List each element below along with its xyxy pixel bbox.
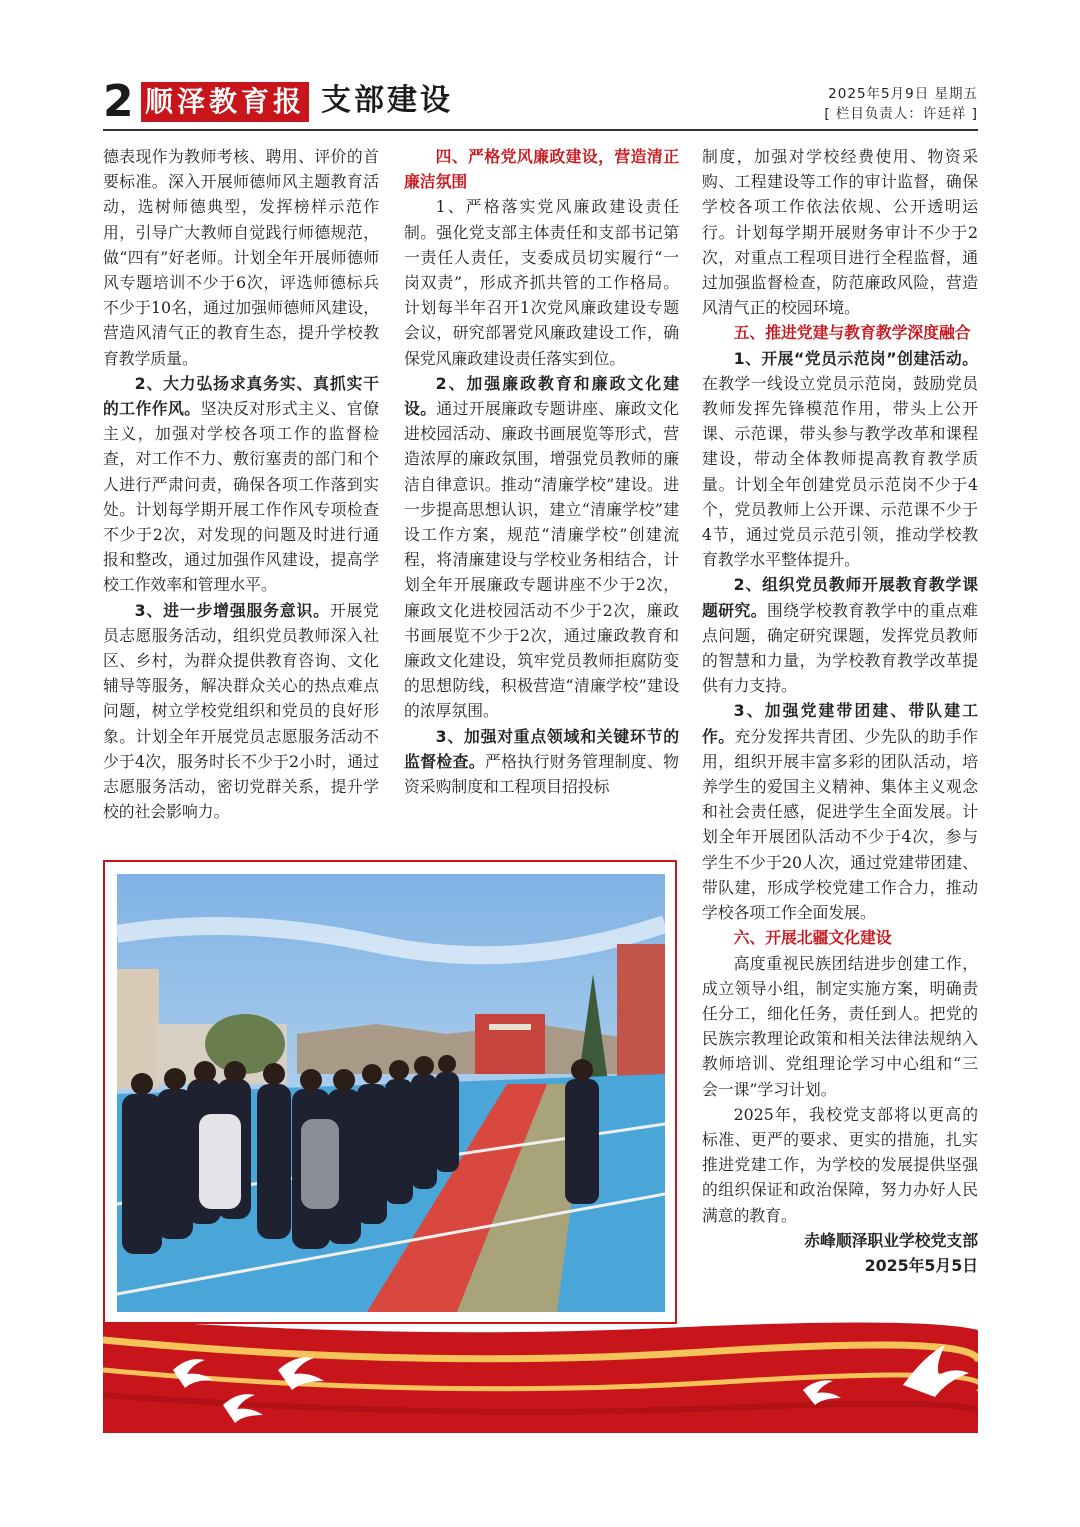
paragraph bbox=[103, 371, 379, 598]
school-assembly-photo bbox=[117, 874, 665, 1312]
page-number: 2 bbox=[103, 76, 134, 127]
paragraph: 制度，加强对学校经费使用、物资采购、工程建设等工作的审计监督，确保学校各项工作依法依规、公开透明运行。计划每学期开展财务审计不少于2次，对重点工程项目进行全程监督，通过加强监督检查，防范廉政风险，营造风清气正的校园环境。 bbox=[702, 147, 978, 318]
paragraph bbox=[702, 698, 978, 925]
paragraph bbox=[103, 598, 379, 825]
section-heading: 五、推进党建与教育教学深度融合 bbox=[733, 323, 971, 343]
item-heading: 1、开展“党员示范岗”创建活动。 bbox=[733, 348, 978, 368]
item-heading: 3、加强对重点领域和关键环节的监督检查。 bbox=[404, 726, 679, 771]
item-heading: 2、大力弘扬求真务实、真抓实干的工作作风。 bbox=[103, 373, 379, 419]
paragraph bbox=[702, 346, 978, 573]
newspaper-logo: 顺泽教育报 bbox=[141, 82, 309, 122]
header-rule bbox=[103, 129, 978, 131]
item-body: 开展党员志愿服务活动，组织党员教师深入社区、乡村，为群众提供教育咨询、文化辅导等服务，解决群众关心的热点难点问题，树立学校党组织和党员的良好形象。计划全年开展党员志愿服务活动不少于4次，服务时长不少于2小时，通过志愿服务活动，密切党群关系，提升学校的社会影响力。 bbox=[103, 600, 379, 822]
section-heading: 六、开展北疆文化建设 bbox=[733, 928, 892, 948]
item-heading: 3、进一步增强服务意识。 bbox=[134, 600, 330, 620]
section-heading: 四、严格党风廉政建设，营造清正廉洁氛围 bbox=[404, 147, 679, 192]
photo-frame bbox=[103, 860, 677, 1324]
paragraph bbox=[404, 371, 679, 724]
column-3 bbox=[702, 144, 978, 1278]
paragraph: 1、严格落实党风廉政建设责任制。强化党支部主体责任和支部书记第一责任人责任，支委成员切实履行“一岗双责”，形成齐抓共管的工作格局。计划每半年召开1次党风廉政建设专题会议，研究部署党风廉政建设工作，确保党风廉政建设责任落实到位。 bbox=[404, 197, 679, 368]
paragraph bbox=[404, 724, 679, 800]
item-heading: 2、组织党员教师开展教育教学课题研究。 bbox=[702, 575, 978, 620]
paragraph bbox=[702, 572, 978, 698]
column-editor: [ 栏目负责人：许廷祥 ] bbox=[824, 106, 978, 122]
paragraph: 德表现作为教师考核、聘用、评价的首要标准。深入开展师德师风主题教育活动，选树师德典型，发挥榜样示范作用，引导广大教师自觉践行师德规范，做“四有”好老师。计划全年开展师德师风专题培训不少于6次，评选师德标兵不少于10名，通过加强师德师风建设，营造风清气正的教育生态，提升学校教育教学质量。 bbox=[103, 147, 379, 368]
item-body: 围绕学校教育教学中的重点难点问题，确定研究课题，发挥党员教师的智慧和力量，为学校教育教学改革提供有力支持。 bbox=[702, 600, 978, 696]
item-heading: 2、加强廉政教育和廉政文化建设。 bbox=[404, 373, 679, 419]
item-body: 充分发挥共青团、少先队的助手作用，组织开展丰富多彩的团队活动，培养学生的爱国主义精神、集体主义观念和社会责任感，促进学生全面发展。计划全年开展团队活动不少于4次，参与学生不少于20人次，通过党建带团建、带队建，形成学校党建工作合力，推动学校各项工作全面发展。 bbox=[702, 726, 978, 923]
item-body: 严格执行财务管理制度、物资采购制度和工程项目招投标 bbox=[404, 751, 679, 797]
section-title: 支部建设 bbox=[321, 83, 453, 118]
paragraph: 高度重视民族团结进步创建工作，成立领导小组，制定实施方案，明确责任分工，细化任务，责任到人。把党的民族宗教理论政策和相关法律法规纳入教师培训、党组理论学习中心组和“三会一课”学习计划。 bbox=[702, 953, 978, 1099]
signature-date: 2025年5月5日 bbox=[864, 1255, 978, 1275]
paragraph: 2025年，我校党支部将以更高的标准、更严的要求、更实的措施，扎实推进党建工作，为学校的发展提供坚强的组织保证和政治保障，努力办好人民满意的教育。 bbox=[702, 1104, 978, 1225]
masthead bbox=[103, 78, 978, 128]
item-body: 在教学一线设立党员示范岗，鼓励党员教师发挥先锋模范作用，带头上公开课、示范课，带头参与教学改革和课程建设，带动全体教师提高教育教学质量。计划全年创建党员示范岗不少于4个，党员教师上公开课、示范课不少于4节，通过党员示范引领，推动学校教育教学水平整体提升。 bbox=[702, 373, 978, 570]
signature-org: 赤峰顺泽职业学校党支部 bbox=[804, 1230, 978, 1250]
column-2 bbox=[404, 144, 679, 799]
item-body: 通过开展廉政专题讲座、廉政文化进校园活动、廉政书画展览等形式，营造浓厚的廉政氛围，增强党员教师的廉洁自律意识。推动“清廉学校”建设。进一步提高思想认识，建立“清廉学校”建设工作方案，规范“清廉学校”创建流程，将清廉建设与学校业务相结合，计划全年开展廉政专题讲座不少于2次，廉政文化进校园活动不少于2次，廉政书画展览不少于2次，通过廉政教育和廉政文化建设，筑牢党员教师拒腐防变的思想防线，积极营造“清廉学校”建设的浓厚氛围。 bbox=[404, 399, 679, 721]
item-heading: 3、加强党建带团建、带队建工作。 bbox=[702, 701, 978, 746]
item-body: 坚决反对形式主义、官僚主义，加强对学校各项工作的监督检查，对工作不力、敷衍塞责的部门和个人进行严肃问责，确保各项工作落到实处。计划每学期开展工作作风专项检查不少于2次，对发现的问题及时进行通报和整改，通过加强作风建设，提高学校工作效率和管理水平。 bbox=[103, 399, 379, 595]
issue-date: 2025年5月9日 星期五 bbox=[828, 86, 978, 102]
column-1 bbox=[103, 144, 379, 824]
